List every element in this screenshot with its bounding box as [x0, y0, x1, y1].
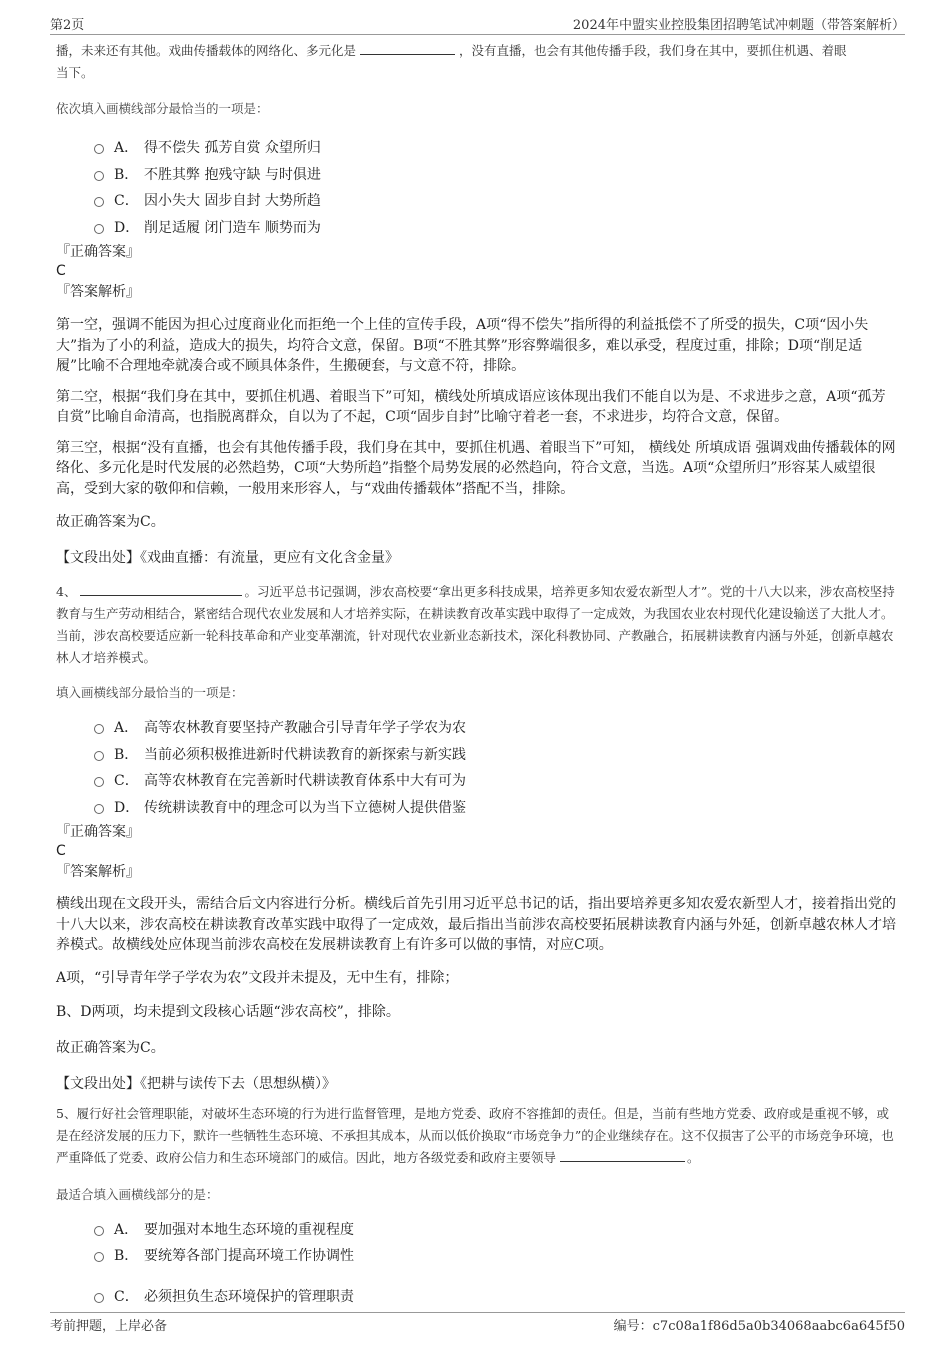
page-footer: [50, 1312, 905, 1337]
radio-icon[interactable]: [94, 751, 104, 761]
correct-answer: C: [56, 843, 66, 859]
radio-icon[interactable]: [94, 777, 104, 787]
footer-slogan: 考前押题，上岸必备: [50, 1319, 168, 1334]
question-prompt: 最适合填入画横线部分的是：: [56, 1186, 219, 1202]
answer-blank: [360, 42, 455, 55]
conclusion: 故正确答案为C。: [56, 1039, 165, 1056]
analysis-paragraph: 第二空，根据“我们身在其中，要抓住机遇、着眼当下”可知，横线处所填成语应该体现出我们不能自以为是、不求进步之意，A项“孤芳自赏”比喻自命清高，也指脱离群众，自以为了不起，C项“固步自封”比喻守着老一套，不求进步，均符合文意，保留。: [56, 388, 886, 425]
option-b[interactable]: B． 要统筹各部门提高环境工作协调性: [94, 1243, 896, 1270]
question-stem: 播，未来还有其他。戏曲传播载体的网络化、多元化是 ，没有直播，也会有其他传播手段，我们身在其中，要抓住机遇、着眼 当下。: [56, 43, 847, 80]
analysis-paragraph: 第三空，根据“没有直播，也会有其他传播手段，我们身在其中，要抓住机遇、着眼当下”可知， 横线处 所填成语 强调戏曲传播载体的网络化、多元化是时代发展的必然趋势，C项“大势所趋”指整个局势发展的必然趋向，符合文意，当选。A项“众望所归”形容某人威望很高，受到大家的敬仰和信赖，一般用来形容人，与“戏曲传播载体”搭配不当，排除。: [56, 439, 896, 497]
radio-icon[interactable]: [94, 171, 104, 181]
radio-icon[interactable]: [94, 804, 104, 814]
radio-icon[interactable]: [94, 1252, 104, 1262]
option-c[interactable]: C． 高等农林教育在完善新时代耕读教育体系中大有可为: [94, 768, 896, 795]
conclusion: 故正确答案为C。: [56, 514, 165, 530]
option-list: [94, 135, 896, 241]
page-content: [56, 40, 896, 1310]
page-number: 第2页: [50, 18, 85, 33]
page-header: [50, 10, 905, 35]
question-3: [56, 40, 896, 567]
radio-icon[interactable]: [94, 1226, 104, 1236]
answer-blank: [80, 583, 242, 596]
source-citation: 【文段出处】《戏曲直播：有流量，更应有文化含金量》: [56, 550, 399, 566]
answer-label: 『正确答案』: [56, 824, 140, 840]
option-list: [94, 1217, 896, 1311]
question-5: [56, 1103, 896, 1311]
correct-answer: C: [56, 263, 66, 279]
option-a[interactable]: A． 得不偿失 孤芳自赏 众望所归: [94, 135, 896, 162]
document-title: 2024年中盟实业控股集团招聘笔试冲刺题（带答案解析）: [572, 18, 905, 33]
option-d[interactable]: D． 削足适履 闭门造车 顺势而为: [94, 215, 896, 242]
analysis-paragraph: B、D两项，均未提到文段核心话题“涉农高校”，排除。: [56, 1004, 400, 1020]
document-id: 编号：c7c08a1f86d5a0b34068aabc6a645f50: [613, 1319, 905, 1334]
question-stem: 4、 。习近平总书记强调，涉农高校要“拿出更多科技成果，培养更多知农爱农新型人才”。党的十八大以来，涉农高校坚持教育与生产劳动相结合，紧密结合现代农业发展和人才培养实际，在耕读教育改革实践中取得了一定成效，为我国农业农村现代化建设输送了大批人才。当前，涉农高校要适应新一轮科技革命和产业变革潮流，针对现代农业新业态新技术，深化科教协同、产教融合，拓展耕读教育内涵与外延，创新卓越农林人才培养模式。: [56, 584, 895, 665]
analysis-paragraph: 横线出现在文段开头，需结合后文内容进行分析。横线后首先引用习近平总书记的话，指出要培养更多知农爱农新型人才，接着指出党的十八大以来，涉农高校在耕读教育改革实践中取得了一定成效，最后指出当前涉农高校要拓展耕读教育内涵与外延，创新卓越农林人才培养模式。故横线处应体现当前涉农高校在发展耕读教育上有许多可以做的事情，对应C项。: [56, 896, 896, 953]
question-4: [56, 581, 896, 1093]
analysis-paragraph: A项，“引导青年学子学农为农”文段并未提及，无中生有，排除；: [56, 969, 459, 986]
analysis-label: 『答案解析』: [56, 284, 140, 300]
question-prompt: 填入画横线部分最恰当的一项是：: [56, 685, 244, 700]
answer-blank: [560, 1149, 685, 1162]
option-d[interactable]: D． 传统耕读教育中的理念可以为当下立德树人提供借鉴: [94, 795, 896, 822]
analysis-label: 『答案解析』: [56, 864, 140, 880]
option-b[interactable]: B． 当前必须积极推进新时代耕读教育的新探索与新实践: [94, 742, 896, 769]
radio-icon[interactable]: [94, 144, 104, 154]
radio-icon[interactable]: [94, 724, 104, 734]
source-citation: 【文段出处】《把耕与读传下去（思想纵横）》: [56, 1075, 336, 1092]
option-c[interactable]: C． 必须担负生态环境保护的管理职责: [94, 1284, 896, 1311]
option-a[interactable]: A． 高等农林教育要坚持产教融合引导青年学子学农为农: [94, 715, 896, 742]
option-a[interactable]: A． 要加强对本地生态环境的重视程度: [94, 1217, 896, 1244]
question-prompt: 依次填入画横线部分最恰当的一项是：: [56, 101, 269, 116]
option-c[interactable]: C． 因小失大 固步自封 大势所趋: [94, 188, 896, 215]
question-stem: 5、履行好社会管理职能，对破坏生态环境的行为进行监督管理，是地方党委、政府不容推卸的责任。但是，当前有些地方党委、政府或是重视不够，或是在经济发展的压力下，默许一些牺牲生态环境、不承担其成本，从而以低价换取“市场竞争力”的企业继续存在。这不仅损害了公平的市场竞争环境，也严重降低了党委、政府公信力和生态环境部门的威信。因此，地方各级党委和政府主要领导 。: [56, 1105, 894, 1165]
answer-label: 『正确答案』: [56, 244, 140, 260]
option-list: [94, 715, 896, 821]
option-b[interactable]: B． 不胜其弊 抱残守缺 与时俱进: [94, 162, 896, 189]
radio-icon[interactable]: [94, 197, 104, 207]
radio-icon[interactable]: [94, 1293, 104, 1303]
radio-icon[interactable]: [94, 224, 104, 234]
analysis-paragraph: 第一空，强调不能因为担心过度商业化而拒绝一个上佳的宣传手段，A项“得不偿失”指所得的利益抵偿不了所受的损失，C项“因小失大”指为了小的利益，造成大的损失，均符合文意，保留。B项“不胜其弊”形容弊端很多，难以承受，程度过重，排除；D项“削足适履”比喻不合理地牵就凑合或不顾具体条件，生搬硬套，与文意不符，排除。: [56, 317, 869, 374]
